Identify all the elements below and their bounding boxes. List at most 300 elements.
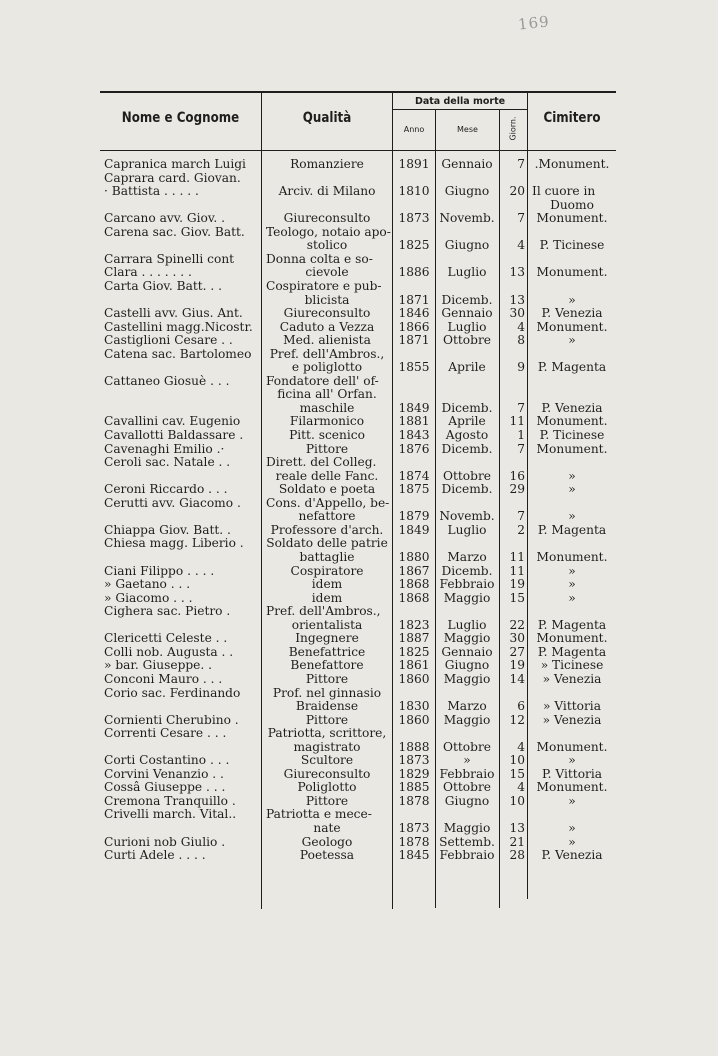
mese-cell: Agosto bbox=[445, 428, 489, 442]
anno-cell: 1888 bbox=[398, 739, 430, 754]
giorno-cell: 28 bbox=[509, 848, 525, 863]
qualita-cell: blicista bbox=[304, 292, 350, 307]
cimitero-cell: P. Venezia bbox=[541, 848, 603, 863]
table-row bbox=[0, 293, 718, 307]
qualita-cell: Giureconsulto bbox=[283, 766, 371, 781]
cimitero-cell: Il cuore in bbox=[532, 184, 596, 199]
giorno-cell: 22 bbox=[509, 617, 525, 632]
table-row bbox=[0, 794, 718, 808]
qualita-cell: Benefattore bbox=[290, 658, 364, 673]
mese-cell: Giugno bbox=[444, 184, 490, 199]
giorno-cell: 2 bbox=[517, 522, 525, 537]
giorno-cell: 1 bbox=[517, 428, 525, 442]
mese-cell: Giugno bbox=[444, 658, 490, 673]
mese-cell: Maggio bbox=[443, 590, 491, 605]
table-row bbox=[0, 564, 718, 578]
qualita-cell: nefattore bbox=[298, 509, 356, 524]
mese-cell: Ottobre bbox=[443, 780, 491, 795]
qualita-cell: Filarmonico bbox=[289, 414, 365, 429]
qualita-cell: Professore d'arch. bbox=[270, 522, 384, 537]
giorno-cell: 15 bbox=[509, 590, 525, 605]
name-cell: Carcano avv. Giov. . bbox=[104, 211, 225, 226]
giorno-cell: 11 bbox=[509, 563, 525, 578]
cimitero-cell: Monument. bbox=[536, 550, 608, 564]
name-cell: Ceroni Riccardo . . . bbox=[104, 482, 228, 497]
table-row bbox=[0, 225, 718, 239]
table-row bbox=[0, 780, 718, 794]
name-cell: » Giacomo . . . bbox=[104, 590, 193, 605]
mese-cell: Febbraio bbox=[439, 577, 495, 591]
qualita-cell: Poliglotto bbox=[297, 780, 357, 795]
table-row bbox=[0, 807, 718, 821]
header-qualita: Qualità bbox=[302, 110, 352, 126]
table-row bbox=[0, 198, 718, 212]
header-anno: Anno bbox=[403, 125, 425, 134]
qualita-cell: Pitt. scenico bbox=[289, 428, 365, 442]
cimitero-cell: » Venezia bbox=[542, 712, 602, 727]
qualita-cell: e poliglotto bbox=[291, 360, 363, 375]
table-row bbox=[0, 604, 718, 618]
name-cell: Chiappa Giov. Batt. . bbox=[104, 522, 231, 537]
name-cell: Ceroli sac. Natale . . bbox=[104, 455, 231, 470]
name-cell: Ciani Filippo . . . . bbox=[104, 563, 215, 578]
mese-cell: Maggio bbox=[443, 712, 491, 727]
table-row bbox=[0, 211, 718, 225]
table-row bbox=[0, 360, 718, 374]
cimitero-cell: » Venezia bbox=[542, 671, 602, 686]
name-cell: Corio sac. Ferdinando bbox=[104, 685, 241, 700]
giorno-cell: 15 bbox=[509, 766, 525, 781]
name-cell: Cavenaghi Emilio .· bbox=[104, 441, 225, 456]
table-row bbox=[0, 157, 718, 171]
anno-cell: 1825 bbox=[398, 238, 430, 253]
cimitero-cell: » bbox=[568, 793, 576, 808]
table-row bbox=[0, 672, 718, 686]
anno-cell: 1871 bbox=[398, 292, 430, 307]
cimitero-cell: Monument. bbox=[536, 631, 608, 646]
giorno-cell: 10 bbox=[509, 793, 525, 808]
name-cell: Clara . . . . . . . bbox=[104, 265, 192, 280]
cimitero-cell: Monument. bbox=[536, 441, 608, 456]
name-cell: Corvini Venanzio . . bbox=[104, 766, 224, 781]
mese-cell: Aprile bbox=[448, 414, 486, 429]
mese-cell: Maggio bbox=[443, 821, 491, 835]
table-row bbox=[0, 333, 718, 347]
table-row bbox=[0, 171, 718, 185]
cimitero-cell: P. Ticinese bbox=[539, 428, 605, 442]
name-cell: Chiesa magg. Liberio . bbox=[104, 536, 244, 551]
mese-cell: Novemb. bbox=[439, 211, 495, 226]
mese-cell: Gennaio bbox=[441, 644, 493, 659]
giorno-cell: 13 bbox=[509, 821, 525, 835]
mese-cell: Luglio bbox=[447, 319, 487, 334]
header-cimitero: Cimitero bbox=[543, 110, 601, 126]
qualita-cell: Cons. d'Appello, be- bbox=[266, 495, 390, 510]
giorno-cell: 6 bbox=[517, 699, 525, 713]
data-subheader-rule bbox=[393, 109, 527, 110]
anno-cell: 1868 bbox=[398, 577, 430, 591]
cimitero-cell: Monument. bbox=[536, 319, 608, 334]
name-cell: Cremona Tranquillo . bbox=[104, 793, 236, 808]
qualita-cell: nate bbox=[313, 821, 341, 835]
table-row bbox=[0, 835, 718, 849]
anno-cell: 1866 bbox=[398, 319, 430, 334]
qualita-cell: Ingegnere bbox=[295, 631, 359, 646]
anno-cell: 1843 bbox=[398, 428, 430, 442]
cimitero-cell: » bbox=[568, 509, 576, 524]
qualita-cell: Caduto a Vezza bbox=[279, 319, 375, 334]
cimitero-cell: Monument. bbox=[536, 414, 608, 429]
qualita-cell: magistrato bbox=[293, 739, 361, 754]
anno-cell: 1885 bbox=[398, 780, 430, 795]
table-row bbox=[0, 469, 718, 483]
name-cell: Corti Costantino . . . bbox=[104, 753, 230, 768]
qualita-cell: Pref. dell'Ambros., bbox=[269, 346, 385, 361]
mese-cell: Dicemb. bbox=[441, 292, 493, 307]
anno-cell: 1849 bbox=[398, 400, 430, 415]
anno-cell: 1846 bbox=[398, 306, 430, 321]
anno-cell: 1860 bbox=[398, 712, 430, 727]
table-row bbox=[0, 184, 718, 198]
cimitero-cell: Monument. bbox=[536, 211, 608, 226]
mese-cell: Febbraio bbox=[439, 848, 495, 863]
table-row bbox=[0, 740, 718, 754]
name-cell: Cavallotti Baldassare . bbox=[104, 428, 244, 442]
qualita-cell: Braidense bbox=[295, 699, 359, 713]
anno-cell: 1829 bbox=[398, 766, 430, 781]
cimitero-cell: P. Venezia bbox=[541, 306, 603, 321]
mese-cell: » bbox=[463, 753, 471, 768]
name-cell: Cavallini cav. Eugenio bbox=[104, 414, 241, 429]
anno-cell: 1874 bbox=[398, 468, 430, 483]
giorno-cell: 10 bbox=[509, 753, 525, 768]
giorno-cell: 21 bbox=[509, 834, 525, 849]
cimitero-cell: » bbox=[568, 821, 576, 835]
header-giorno: Giorn. bbox=[508, 116, 518, 141]
anno-cell: 1860 bbox=[398, 671, 430, 686]
name-cell: Correnti Cesare . . . bbox=[104, 726, 227, 741]
table-row bbox=[0, 414, 718, 428]
cimitero-cell: P. Venezia bbox=[541, 400, 603, 415]
giorno-cell: 29 bbox=[509, 482, 525, 497]
name-cell: » Gaetano . . . bbox=[104, 577, 191, 591]
qualita-cell: ficina all' Orfan. bbox=[277, 387, 377, 402]
table-row bbox=[0, 496, 718, 510]
qualita-cell: Pittore bbox=[305, 441, 349, 456]
anno-cell: 1868 bbox=[398, 590, 430, 605]
anno-cell: 1875 bbox=[398, 482, 430, 497]
mese-cell: Giugno bbox=[444, 238, 490, 253]
mese-cell: Ottobre bbox=[443, 739, 491, 754]
qualita-cell: Arciv. di Milano bbox=[278, 184, 376, 199]
name-cell: Castiglioni Cesare . . bbox=[104, 333, 233, 348]
giorno-cell: 30 bbox=[509, 306, 525, 321]
qualita-cell: Pref. dell'Ambros., bbox=[266, 604, 381, 619]
mese-cell: Ottobre bbox=[443, 468, 491, 483]
anno-cell: 1861 bbox=[398, 658, 430, 673]
anno-cell: 1849 bbox=[398, 522, 430, 537]
anno-cell: 1810 bbox=[398, 184, 430, 199]
table-row bbox=[0, 767, 718, 781]
header-data-morte: Data della morte bbox=[414, 96, 506, 107]
name-cell: Carrara Spinelli cont bbox=[104, 251, 235, 266]
giorno-cell: 20 bbox=[509, 184, 525, 199]
anno-cell: 1825 bbox=[398, 644, 430, 659]
qualita-cell: Pittore bbox=[305, 712, 349, 727]
cimitero-cell: » bbox=[568, 292, 576, 307]
name-cell: Catena sac. Bartolomeo bbox=[104, 346, 252, 361]
anno-cell: 1845 bbox=[398, 848, 430, 863]
cimitero-cell: » Ticinese bbox=[540, 658, 604, 673]
qualita-cell: Soldato e poeta bbox=[278, 482, 376, 497]
anno-cell: 1878 bbox=[398, 834, 430, 849]
mese-cell: Novemb. bbox=[439, 509, 495, 524]
name-cell: Cornienti Cherubino . bbox=[104, 712, 239, 727]
mese-cell: Luglio bbox=[447, 265, 487, 280]
qualita-cell: cievole bbox=[305, 265, 349, 280]
name-cell: Castellini magg.Nicostr. bbox=[104, 319, 253, 334]
mese-cell: Settemb. bbox=[439, 834, 495, 849]
cimitero-cell: P. Magenta bbox=[537, 644, 607, 659]
cimitero-cell: » bbox=[568, 590, 576, 605]
anno-cell: 1881 bbox=[398, 414, 430, 429]
qualita-cell: stolico bbox=[306, 238, 348, 253]
mese-cell: Dicemb. bbox=[441, 441, 493, 456]
anno-cell: 1873 bbox=[398, 211, 430, 226]
mese-cell: Febbraio bbox=[439, 766, 495, 781]
giorno-cell: 7 bbox=[517, 400, 525, 415]
qualita-cell: Giureconsulto bbox=[283, 306, 371, 321]
anno-cell: 1887 bbox=[398, 631, 430, 646]
name-cell: Crivelli march. Vital.. bbox=[104, 807, 237, 822]
mese-cell: Dicemb. bbox=[441, 563, 493, 578]
table-row bbox=[0, 374, 718, 388]
table-row bbox=[0, 658, 718, 672]
qualita-cell: Fondatore dell' of- bbox=[266, 373, 379, 388]
table-row bbox=[0, 401, 718, 415]
page-number: 169 bbox=[517, 12, 551, 34]
cimitero-cell: » bbox=[568, 577, 576, 591]
name-cell: · Battista . . . . . bbox=[104, 184, 199, 199]
anno-cell: 1876 bbox=[398, 441, 430, 456]
cimitero-cell: P. Vittoria bbox=[541, 766, 603, 781]
mese-cell: Giugno bbox=[444, 793, 490, 808]
name-cell: Curti Adele . . . . bbox=[104, 848, 206, 863]
table-row bbox=[0, 821, 718, 835]
name-cell: Cerutti avv. Giacomo . bbox=[104, 495, 241, 510]
table-row bbox=[0, 848, 718, 862]
giorno-cell: 11 bbox=[509, 550, 525, 564]
table-row bbox=[0, 320, 718, 334]
mese-cell: Gennaio bbox=[441, 157, 493, 171]
giorno-cell: 19 bbox=[509, 658, 525, 673]
anno-cell: 1823 bbox=[398, 617, 430, 632]
table-row bbox=[0, 482, 718, 496]
qualita-cell: Geologo bbox=[301, 834, 353, 849]
cimitero-cell: P. Magenta bbox=[537, 617, 607, 632]
giorno-cell: 9 bbox=[517, 360, 525, 375]
mese-cell: Luglio bbox=[447, 522, 487, 537]
qualita-cell: Pittore bbox=[305, 671, 349, 686]
mese-cell: Aprile bbox=[448, 360, 486, 375]
qualita-cell: Cospiratore bbox=[290, 563, 364, 578]
table-row bbox=[0, 713, 718, 727]
header-bottom-rule bbox=[100, 150, 616, 151]
qualita-cell: idem bbox=[311, 590, 343, 605]
giorno-cell: 4 bbox=[517, 238, 525, 253]
giorno-cell: 12 bbox=[509, 712, 525, 727]
anno-cell: 1855 bbox=[398, 360, 430, 375]
anno-cell: 1879 bbox=[398, 509, 430, 524]
cimitero-cell: .Monument. bbox=[534, 157, 610, 171]
table-row bbox=[0, 618, 718, 632]
anno-cell: 1878 bbox=[398, 793, 430, 808]
giorno-cell: 7 bbox=[517, 441, 525, 456]
qualita-cell: maschile bbox=[299, 400, 355, 415]
giorno-cell: 7 bbox=[517, 211, 525, 226]
qualita-cell: Prof. nel ginnasio bbox=[272, 685, 382, 700]
name-cell: Clericetti Celeste . . bbox=[104, 631, 228, 646]
table-row bbox=[0, 699, 718, 713]
giorno-cell: 11 bbox=[509, 414, 525, 429]
table-row bbox=[0, 536, 718, 550]
giorno-cell: 13 bbox=[509, 265, 525, 280]
table-row bbox=[0, 306, 718, 320]
table-row bbox=[0, 645, 718, 659]
mese-cell: Marzo bbox=[447, 699, 487, 713]
qualita-cell: Giureconsulto bbox=[283, 211, 371, 226]
table-row bbox=[0, 347, 718, 361]
qualita-cell: Romanziere bbox=[290, 157, 364, 171]
giorno-cell: 7 bbox=[517, 509, 525, 524]
mese-cell: Luglio bbox=[447, 617, 487, 632]
table-row bbox=[0, 265, 718, 279]
table-row bbox=[0, 523, 718, 537]
giorno-cell: 4 bbox=[517, 319, 525, 334]
cimitero-cell: Duomo bbox=[550, 197, 594, 212]
mese-cell: Gennaio bbox=[441, 306, 493, 321]
cimitero-cell: Monument. bbox=[536, 265, 608, 280]
qualita-cell: Poetessa bbox=[299, 848, 355, 863]
anno-cell: 1830 bbox=[398, 699, 430, 713]
anno-cell: 1867 bbox=[398, 563, 430, 578]
name-cell: Cattaneo Giosuè . . . bbox=[104, 373, 230, 388]
anno-cell: 1871 bbox=[398, 333, 430, 348]
giorno-cell: 4 bbox=[517, 739, 525, 754]
qualita-cell: battaglie bbox=[299, 550, 355, 564]
giorno-cell: 7 bbox=[517, 157, 525, 171]
qualita-cell: idem bbox=[311, 577, 343, 591]
cimitero-cell: » bbox=[568, 468, 576, 483]
cimitero-cell: » bbox=[568, 563, 576, 578]
header-nome: Nome e Cognome bbox=[121, 110, 240, 126]
table-row bbox=[0, 686, 718, 700]
table-row bbox=[0, 455, 718, 469]
table-row bbox=[0, 577, 718, 591]
qualita-cell: Benefattrice bbox=[288, 644, 366, 659]
name-cell: Colli nob. Augusta . . bbox=[104, 644, 234, 659]
table-row bbox=[0, 238, 718, 252]
header-mese: Mese bbox=[457, 125, 478, 134]
name-cell: Castelli avv. Gius. Ant. bbox=[104, 306, 243, 321]
table-row bbox=[0, 509, 718, 523]
anno-cell: 1873 bbox=[398, 821, 430, 835]
mese-cell: Dicemb. bbox=[441, 482, 493, 497]
mese-cell: Ottobre bbox=[443, 333, 491, 348]
table-row bbox=[0, 387, 718, 401]
giorno-cell: 14 bbox=[509, 671, 525, 686]
anno-cell: 1873 bbox=[398, 753, 430, 768]
anno-cell: 1880 bbox=[398, 550, 430, 564]
cimitero-cell: » bbox=[568, 333, 576, 348]
name-cell: Carena sac. Giov. Batt. bbox=[104, 224, 245, 239]
qualita-cell: Scultore bbox=[300, 753, 354, 768]
giorno-cell: 4 bbox=[517, 780, 525, 795]
giorno-cell: 8 bbox=[517, 333, 525, 348]
table-row bbox=[0, 428, 718, 442]
qualita-cell: Soldato delle patrie bbox=[266, 536, 388, 551]
table-row bbox=[0, 442, 718, 456]
name-cell: Curioni nob Giulio . bbox=[104, 834, 226, 849]
giorno-cell: 19 bbox=[509, 577, 525, 591]
top-rule bbox=[100, 91, 616, 93]
qualita-cell: Med. alienista bbox=[283, 333, 371, 348]
giorno-cell: 30 bbox=[509, 631, 525, 646]
cimitero-cell: » bbox=[568, 834, 576, 849]
table-row bbox=[0, 279, 718, 293]
qualita-cell: Pittore bbox=[305, 793, 349, 808]
giorno-cell: 13 bbox=[509, 292, 525, 307]
qualita-cell: Patriotta, scrittore, bbox=[267, 726, 387, 741]
qualita-cell: Patriotta e mece- bbox=[266, 807, 372, 822]
mese-cell: Maggio bbox=[443, 631, 491, 646]
mese-cell: Maggio bbox=[443, 671, 491, 686]
table-row bbox=[0, 252, 718, 266]
qualita-cell: orientalista bbox=[291, 617, 363, 632]
qualita-cell: Dirett. del Colleg. bbox=[266, 455, 377, 470]
cimitero-cell: P. Ticinese bbox=[539, 238, 605, 253]
name-cell: Cighera sac. Pietro . bbox=[104, 604, 231, 619]
giorno-cell: 27 bbox=[509, 644, 525, 659]
cimitero-cell: » bbox=[568, 482, 576, 497]
qualita-cell: reale delle Fanc. bbox=[275, 468, 379, 483]
cimitero-cell: Monument. bbox=[536, 739, 608, 754]
table-row bbox=[0, 591, 718, 605]
table-row bbox=[0, 753, 718, 767]
table-row bbox=[0, 550, 718, 564]
qualita-cell: Donna colta e so- bbox=[266, 251, 373, 266]
mese-cell: Dicemb. bbox=[441, 400, 493, 415]
table-row bbox=[0, 726, 718, 740]
qualita-cell: Teologo, notaio apo- bbox=[266, 224, 391, 239]
anno-cell: 1886 bbox=[398, 265, 430, 280]
mese-cell: Marzo bbox=[447, 550, 487, 564]
cimitero-cell: P. Magenta bbox=[537, 522, 607, 537]
cimitero-cell: Monument. bbox=[536, 780, 608, 795]
name-cell: Capranica march Luigi bbox=[104, 157, 246, 171]
qualita-cell: Cospiratore e pub- bbox=[266, 278, 382, 293]
cimitero-cell: » bbox=[568, 753, 576, 768]
name-cell: » bar. Giuseppe. . bbox=[104, 658, 213, 673]
giorno-cell: 16 bbox=[509, 468, 525, 483]
name-cell: Conconi Mauro . . . bbox=[104, 671, 223, 686]
table-row bbox=[0, 631, 718, 645]
name-cell: Carta Giov. Batt. . . bbox=[104, 278, 222, 293]
name-cell: Caprara card. Giovan. bbox=[104, 170, 241, 185]
cimitero-cell: » Vittoria bbox=[543, 699, 601, 713]
name-cell: Cossâ Giuseppe . . . bbox=[104, 780, 226, 795]
cimitero-cell: P. Magenta bbox=[537, 360, 607, 375]
